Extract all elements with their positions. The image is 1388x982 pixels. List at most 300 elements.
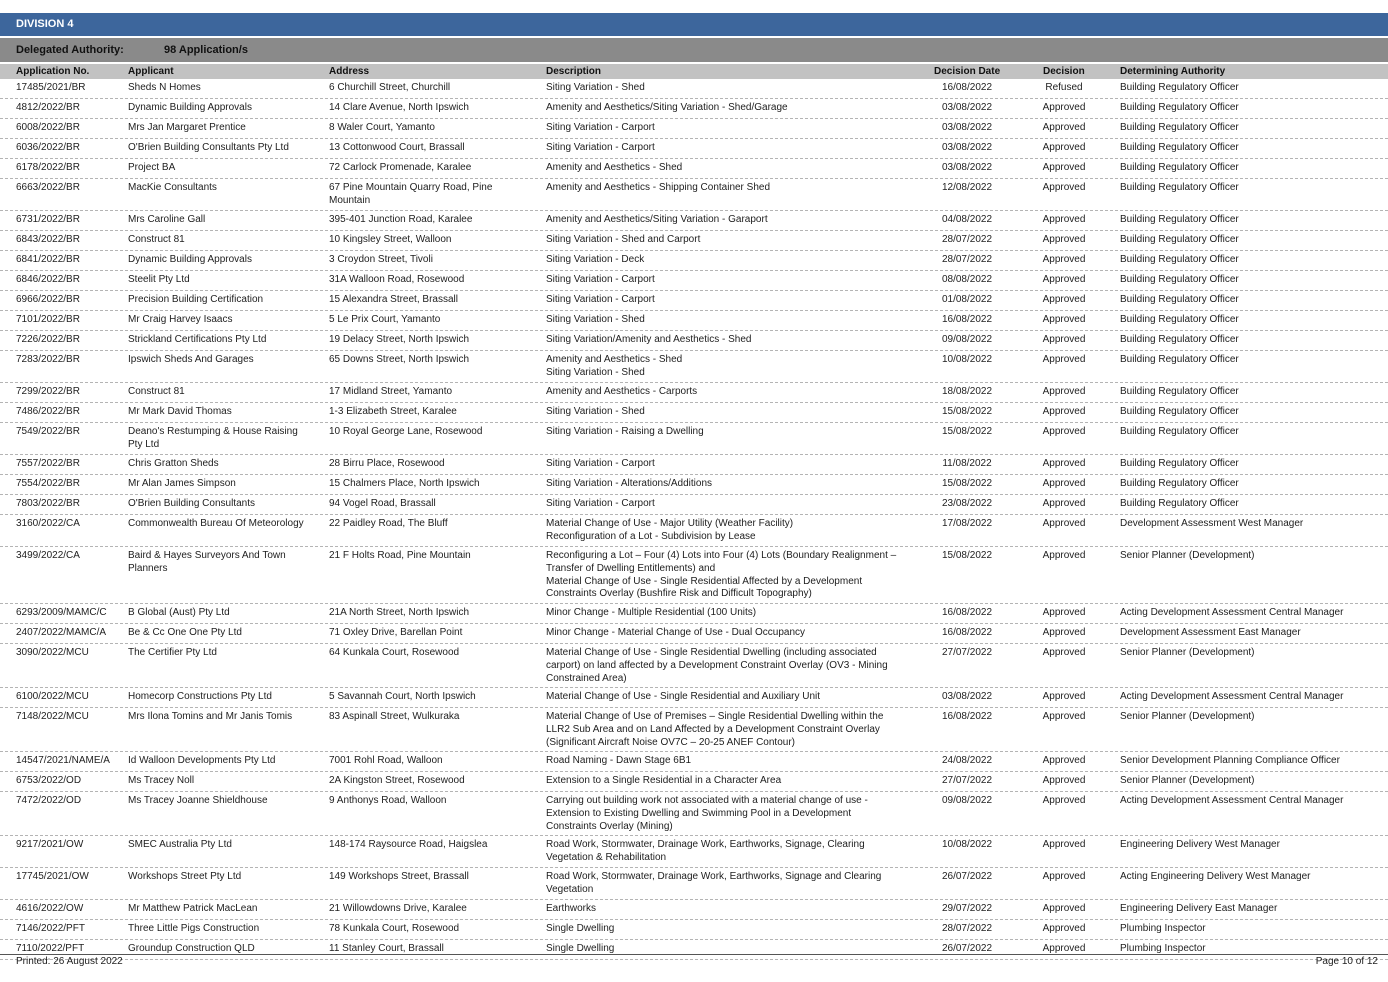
cell-determining-authority: Acting Development Assessment Central Manager — [1120, 607, 1344, 618]
cell-description — [546, 647, 926, 685]
cell-applicant — [128, 795, 326, 808]
cell-decision: Approved — [1042, 903, 1086, 914]
table-row — [0, 604, 1388, 624]
cell-address — [329, 518, 541, 531]
cell-application-no: 7557/2022/BR — [16, 458, 80, 469]
cell-application-no: 7226/2022/BR — [16, 334, 80, 345]
cell-description — [546, 607, 926, 620]
cell-applicant — [128, 314, 326, 327]
cell-decision-date: 26/07/2022 — [941, 871, 993, 882]
cell-applicant-line: MacKie Consultants — [128, 182, 217, 193]
cell-address-line: 15 Alexandra Street, Brassall — [329, 294, 458, 305]
table-row — [0, 708, 1388, 752]
table-row — [0, 311, 1388, 331]
table-row — [0, 271, 1388, 291]
cell-description-line: Siting Variation - Deck — [546, 254, 645, 265]
cell-applicant — [128, 122, 326, 135]
cell-address-line: 6 Churchill Street, Churchill — [329, 82, 451, 93]
cell-address-line: 15 Chalmers Place, North Ipswich — [329, 478, 480, 489]
cell-applicant-line: Ms Tracey Joanne Shieldhouse — [128, 795, 268, 806]
cell-description-line: Carrying out building work not associated with a material change of use - — [546, 795, 868, 806]
cell-description-line: Extension to a Single Residential in a Character Area — [546, 775, 782, 786]
cell-applicant — [128, 162, 326, 175]
cell-address-line: 17 Midland Street, Yamanto — [329, 386, 453, 397]
cell-address — [329, 182, 541, 208]
cell-application-no: 3090/2022/MCU — [16, 647, 89, 658]
cell-determining-authority: Building Regulatory Officer — [1120, 214, 1239, 225]
cell-application-no: 14547/2021/NAME/A — [16, 755, 110, 766]
cell-description — [546, 775, 926, 788]
cell-decision: Refused — [1045, 82, 1083, 93]
cell-decision: Approved — [1042, 775, 1086, 786]
cell-determining-authority: Acting Development Assessment Central Manager — [1120, 795, 1344, 806]
cell-application-no: 6753/2022/OD — [16, 775, 82, 786]
cell-description — [546, 923, 926, 936]
cell-applicant — [128, 550, 326, 576]
cell-address — [329, 871, 541, 884]
column-header-address: Address — [329, 66, 370, 77]
cell-decision-date: 09/08/2022 — [941, 334, 993, 345]
cell-description-line: Siting Variation - Alterations/Additions — [546, 478, 713, 489]
cell-decision-date: 29/07/2022 — [941, 903, 993, 914]
cell-applicant-line: Project BA — [128, 162, 176, 173]
cell-address-line: 64 Kunkala Court, Rosewood — [329, 647, 460, 658]
cell-decision: Approved — [1042, 871, 1086, 882]
cell-applicant-line: Commonwealth Bureau Of Meteorology — [128, 518, 304, 529]
cell-applicant — [128, 426, 326, 452]
cell-application-no: 7110/2022/PFT — [16, 943, 85, 954]
cell-description-line: Siting Variation - Raising a Dwelling — [546, 426, 704, 437]
cell-applicant-line: B Global (Aust) Pty Ltd — [128, 607, 230, 618]
cell-applicant — [128, 627, 326, 640]
cell-address — [329, 406, 541, 419]
cell-address — [329, 274, 541, 287]
cell-application-no: 7486/2022/BR — [16, 406, 80, 417]
cell-determining-authority: Development Assessment East Manager — [1120, 627, 1301, 638]
cell-decision: Approved — [1042, 162, 1086, 173]
cell-applicant-line: Steelit Pty Ltd — [128, 274, 190, 285]
cell-applicant-line: O'Brien Building Consultants — [128, 498, 255, 509]
cell-address-line: 67 Pine Mountain Quarry Road, Pine — [329, 182, 493, 193]
cell-application-no: 4812/2022/BR — [16, 102, 80, 113]
cell-decision: Approved — [1042, 142, 1086, 153]
cell-description — [546, 102, 926, 115]
table-row — [0, 179, 1388, 211]
cell-description — [546, 755, 926, 768]
cell-applicant — [128, 775, 326, 788]
cell-applicant-line: Id Walloon Developments Pty Ltd — [128, 755, 276, 766]
cell-description-line: Siting Variation - Shed — [546, 82, 645, 93]
cell-address-line: 21 F Holts Road, Pine Mountain — [329, 550, 471, 561]
cell-determining-authority: Development Assessment West Manager — [1120, 518, 1304, 529]
cell-address-line: 11 Stanley Court, Brassall — [329, 943, 444, 954]
table-row — [0, 475, 1388, 495]
cell-decision-date: 16/08/2022 — [941, 711, 993, 722]
cell-decision: Approved — [1042, 274, 1086, 285]
cell-applicant-line: Mr Mark David Thomas — [128, 406, 232, 417]
cell-applicant-line: Workshops Street Pty Ltd — [128, 871, 242, 882]
cell-description-line: Reconfiguring a Lot – Four (4) Lots into Four (4) Lots (Boundary Realignment – — [546, 550, 897, 561]
cell-description-line: Earthworks — [546, 903, 597, 914]
cell-determining-authority: Senior Development Planning Compliance Officer — [1120, 755, 1340, 766]
cell-application-no: 6100/2022/MCU — [16, 691, 89, 702]
cell-description-line: Constraints Overlay (Mining) — [546, 820, 673, 832]
cell-decision-date: 08/08/2022 — [941, 274, 993, 285]
cell-decision: Approved — [1042, 254, 1086, 265]
table-row — [0, 920, 1388, 940]
cell-description — [546, 518, 926, 544]
cell-decision-date: 11/08/2022 — [942, 458, 992, 469]
cell-decision: Approved — [1042, 627, 1086, 638]
cell-address — [329, 755, 541, 768]
cell-address-line: 71 Oxley Drive, Barellan Point — [329, 627, 463, 638]
cell-address — [329, 426, 541, 439]
cell-description-line: Siting Variation - Shed — [546, 406, 645, 417]
cell-description — [546, 274, 926, 287]
cell-decision-date: 24/08/2022 — [941, 755, 993, 766]
cell-decision-date: 16/08/2022 — [941, 314, 993, 325]
cell-decision: Approved — [1042, 182, 1086, 193]
cell-description — [546, 142, 926, 155]
footer-divider — [0, 954, 1388, 955]
cell-address-line: 3 Croydon Street, Tivoli — [329, 254, 433, 265]
cell-applicant — [128, 334, 326, 347]
cell-description-line: Transfer of Dwelling Entitlements) and — [546, 562, 716, 574]
table-row — [0, 900, 1388, 920]
cell-determining-authority: Building Regulatory Officer — [1120, 354, 1239, 365]
cell-decision: Approved — [1042, 234, 1086, 245]
cell-decision-date: 15/08/2022 — [941, 550, 993, 561]
cell-applicant — [128, 406, 326, 419]
cell-description — [546, 795, 926, 833]
cell-application-no: 17485/2021/BR — [16, 82, 86, 93]
cell-application-no: 7803/2022/BR — [16, 498, 80, 509]
cell-decision-date: 09/08/2022 — [941, 795, 993, 806]
cell-application-no: 3160/2022/CA — [16, 518, 80, 529]
cell-determining-authority: Building Regulatory Officer — [1120, 334, 1239, 345]
cell-description — [546, 711, 926, 749]
cell-decision: Approved — [1042, 314, 1086, 325]
cell-decision: Approved — [1042, 647, 1086, 658]
cell-description — [546, 82, 926, 95]
cell-decision-date: 28/07/2022 — [941, 234, 993, 245]
table-row — [0, 211, 1388, 231]
cell-application-no: 7472/2022/OD — [16, 795, 82, 806]
cell-applicant-line: Dynamic Building Approvals — [128, 254, 252, 265]
cell-applicant — [128, 142, 326, 155]
cell-applicant-line: Deano's Restumping & House Raising — [128, 426, 298, 437]
cell-applicant-line: Strickland Certifications Pty Ltd — [128, 334, 267, 345]
cell-determining-authority: Senior Planner (Development) — [1120, 550, 1255, 561]
cell-application-no: 9217/2021/OW — [16, 839, 84, 850]
cell-application-no: 7549/2022/BR — [16, 426, 80, 437]
delegated-authority-bar — [0, 38, 1388, 62]
cell-decision-date: 03/08/2022 — [941, 122, 993, 133]
cell-application-no: 6293/2009/MAMC/C — [16, 607, 107, 618]
cell-determining-authority: Building Regulatory Officer — [1120, 182, 1239, 193]
cell-applicant-line: Dynamic Building Approvals — [128, 102, 252, 113]
cell-determining-authority: Building Regulatory Officer — [1120, 274, 1239, 285]
cell-applicant — [128, 82, 326, 95]
cell-address — [329, 254, 541, 267]
cell-address-line: 7001 Rohl Road, Walloon — [329, 755, 443, 766]
cell-application-no: 6663/2022/BR — [16, 182, 80, 193]
table-row — [0, 752, 1388, 772]
cell-determining-authority: Building Regulatory Officer — [1120, 314, 1239, 325]
cell-description-line: Material Change of Use - Major Utility (Weather Facility) — [546, 518, 794, 529]
cell-decision: Approved — [1042, 923, 1086, 934]
cell-description-line: Amenity and Aesthetics - Shipping Container Shed — [546, 182, 771, 193]
cell-determining-authority: Plumbing Inspector — [1120, 923, 1206, 934]
cell-decision-date: 28/07/2022 — [941, 923, 993, 934]
cell-description-line: Material Change of Use - Single Residential and Auxiliary Unit — [546, 691, 821, 702]
cell-description-line: carport) on land affected by a Development Constraint Overlay (OV3 - Mining — [546, 659, 888, 671]
cell-application-no: 6036/2022/BR — [16, 142, 80, 153]
column-header-decision: Decision — [1043, 66, 1085, 77]
cell-description-line: Material Change of Use - Single Residential Dwelling (including associated — [546, 647, 877, 658]
table-row — [0, 423, 1388, 455]
cell-description — [546, 498, 926, 511]
division-title: DIVISION 4 — [16, 18, 74, 30]
cell-applicant-line: Ipswich Sheds And Garages — [128, 354, 254, 365]
cell-application-no: 6178/2022/BR — [16, 162, 80, 173]
cell-address — [329, 478, 541, 491]
cell-decision-date: 01/08/2022 — [941, 294, 993, 305]
cell-address-line: 14 Clare Avenue, North Ipswich — [329, 102, 469, 113]
cell-description — [546, 234, 926, 247]
cell-description-line: Constrained Area) — [546, 672, 627, 684]
cell-decision-date: 10/08/2022 — [941, 354, 993, 365]
cell-decision-date: 03/08/2022 — [941, 162, 993, 173]
cell-address-line: 21 Willowdowns Drive, Karalee — [329, 903, 467, 914]
division-header — [0, 13, 1388, 36]
cell-address-line: 65 Downs Street, North Ipswich — [329, 354, 470, 365]
cell-applicant — [128, 182, 326, 195]
cell-applicant-line: Ms Tracey Noll — [128, 775, 195, 786]
cell-address-line: Mountain — [329, 194, 371, 206]
cell-address — [329, 647, 541, 660]
cell-determining-authority: Building Regulatory Officer — [1120, 142, 1239, 153]
cell-address-line: 94 Vogel Road, Brassall — [329, 498, 436, 509]
table-row — [0, 251, 1388, 271]
table-row — [0, 291, 1388, 311]
cell-description — [546, 162, 926, 175]
cell-determining-authority: Building Regulatory Officer — [1120, 426, 1239, 437]
cell-decision: Approved — [1042, 755, 1086, 766]
cell-description-line: Extension to Existing Dwelling and Swimming Pool in a Development — [546, 807, 852, 819]
cell-determining-authority: Engineering Delivery West Manager — [1120, 839, 1280, 850]
cell-applicant-line: Pty Ltd — [128, 438, 160, 450]
table-row — [0, 403, 1388, 423]
cell-description — [546, 871, 926, 897]
table-row — [0, 351, 1388, 383]
cell-address-line: 21A North Street, North Ipswich — [329, 607, 470, 618]
cell-applicant-line: Groundup Construction QLD — [128, 943, 255, 954]
cell-address — [329, 234, 541, 247]
cell-description — [546, 354, 926, 380]
cell-description-line: Amenity and Aesthetics - Carports — [546, 386, 698, 397]
cell-description-line: Material Change of Use of Premises – Single Residential Dwelling within the — [546, 711, 884, 722]
cell-description-line: Road Work, Stormwater, Drainage Work, Earthworks, Signage, Clearing — [546, 839, 865, 850]
cell-description-line: Minor Change - Multiple Residential (100 Units) — [546, 607, 757, 618]
table-row — [0, 139, 1388, 159]
cell-applicant-line: The Certifier Pty Ltd — [128, 647, 217, 658]
table-row — [0, 79, 1388, 99]
cell-address — [329, 550, 541, 563]
cell-determining-authority: Engineering Delivery East Manager — [1120, 903, 1278, 914]
cell-address — [329, 122, 541, 135]
cell-decision: Approved — [1042, 122, 1086, 133]
cell-description-line: Amenity and Aesthetics - Shed — [546, 162, 683, 173]
cell-application-no: 4616/2022/OW — [16, 903, 84, 914]
cell-address — [329, 314, 541, 327]
cell-address — [329, 711, 541, 724]
authority-label: Delegated Authority: — [16, 44, 124, 56]
cell-decision-date: 03/08/2022 — [941, 142, 993, 153]
cell-determining-authority: Building Regulatory Officer — [1120, 498, 1239, 509]
cell-decision: Approved — [1042, 426, 1086, 437]
cell-applicant — [128, 214, 326, 227]
cell-decision-date: 03/08/2022 — [941, 102, 993, 113]
cell-decision: Approved — [1042, 839, 1086, 850]
cell-application-no: 7299/2022/BR — [16, 386, 80, 397]
cell-applicant-line: O'Brien Building Consultants Pty Ltd — [128, 142, 289, 153]
cell-description-line: Road Work, Stormwater, Drainage Work, Earthworks, Signage and Clearing — [546, 871, 882, 882]
cell-applicant-line: Mr Alan James Simpson — [128, 478, 236, 489]
cell-address — [329, 334, 541, 347]
cell-address-line: 395-401 Junction Road, Karalee — [329, 214, 473, 225]
cell-address — [329, 691, 541, 704]
cell-address-line: 148-174 Raysource Road, Haigslea — [329, 839, 488, 850]
cell-address-line: 22 Paidley Road, The Bluff — [329, 518, 448, 529]
cell-description-line: Siting Variation - Shed and Carport — [546, 234, 701, 245]
cell-application-no: 6841/2022/BR — [16, 254, 80, 265]
cell-decision-date: 28/07/2022 — [941, 254, 993, 265]
cell-decision-date: 15/08/2022 — [941, 406, 993, 417]
cell-decision: Approved — [1042, 214, 1086, 225]
cell-description — [546, 691, 926, 704]
cell-address — [329, 82, 541, 95]
cell-address — [329, 775, 541, 788]
table-row — [0, 547, 1388, 604]
cell-applicant-line: Be & Cc One One Pty Ltd — [128, 627, 242, 638]
cell-determining-authority: Building Regulatory Officer — [1120, 406, 1239, 417]
cell-applicant-line: Homecorp Constructions Pty Ltd — [128, 691, 272, 702]
cell-determining-authority: Senior Planner (Development) — [1120, 647, 1255, 658]
cell-description-line: Minor Change - Material Change of Use - Dual Occupancy — [546, 627, 806, 638]
cell-description — [546, 334, 926, 347]
cell-description — [546, 182, 926, 195]
cell-applicant — [128, 498, 326, 511]
table-row — [0, 119, 1388, 139]
cell-address — [329, 386, 541, 399]
cell-description — [546, 406, 926, 419]
table-row — [0, 331, 1388, 351]
cell-description — [546, 903, 926, 916]
cell-address-line: 10 Royal George Lane, Rosewood — [329, 426, 483, 437]
cell-description-line: Siting Variation - Shed — [546, 366, 645, 378]
cell-decision: Approved — [1042, 943, 1086, 954]
cell-decision-date: 23/08/2022 — [941, 498, 993, 509]
table-row — [0, 644, 1388, 688]
cell-applicant — [128, 903, 326, 916]
table-row — [0, 99, 1388, 119]
cell-applicant-line: Chris Gratton Sheds — [128, 458, 219, 469]
cell-application-no: 17745/2021/OW — [16, 871, 89, 882]
cell-address-line: 9 Anthonys Road, Walloon — [329, 795, 447, 806]
cell-applicant — [128, 354, 326, 367]
cell-decision-date: 18/08/2022 — [941, 386, 993, 397]
cell-address — [329, 214, 541, 227]
cell-applicant — [128, 386, 326, 399]
cell-applicant-line: Precision Building Certification — [128, 294, 264, 305]
cell-applicant-line: Three Little Pigs Construction — [128, 923, 260, 934]
cell-decision: Approved — [1042, 691, 1086, 702]
table-row — [0, 515, 1388, 547]
cell-decision: Approved — [1042, 518, 1086, 529]
cell-applicant-line: Construct 81 — [128, 234, 185, 245]
table-row — [0, 159, 1388, 179]
cell-decision: Approved — [1042, 478, 1086, 489]
cell-address — [329, 142, 541, 155]
cell-applicant — [128, 711, 326, 724]
cell-applicant-line: Planners — [128, 562, 168, 574]
cell-determining-authority: Senior Planner (Development) — [1120, 775, 1255, 786]
table-row — [0, 495, 1388, 515]
column-header-determining-authority: Determining Authority — [1120, 66, 1226, 77]
table-row — [0, 383, 1388, 403]
cell-description-line: Siting Variation - Carport — [546, 274, 655, 285]
cell-applicant — [128, 923, 326, 936]
cell-description — [546, 314, 926, 327]
cell-decision-date: 04/08/2022 — [941, 214, 993, 225]
cell-description-line: Single Dwelling — [546, 943, 615, 954]
cell-determining-authority: Building Regulatory Officer — [1120, 478, 1239, 489]
cell-application-no: 7554/2022/BR — [16, 478, 80, 489]
application-count: 98 Application/s — [164, 44, 248, 56]
cell-application-no: 2407/2022/MAMC/A — [16, 627, 107, 638]
column-header-application-no: Application No. — [16, 66, 90, 77]
table-row — [0, 688, 1388, 708]
cell-address-line: 1-3 Elizabeth Street, Karalee — [329, 406, 457, 417]
cell-application-no: 6846/2022/BR — [16, 274, 80, 285]
cell-application-no: 7101/2022/BR — [16, 314, 80, 325]
cell-applicant — [128, 518, 326, 531]
cell-determining-authority: Plumbing Inspector — [1120, 943, 1206, 954]
cell-decision: Approved — [1042, 795, 1086, 806]
applications-table — [0, 79, 1388, 960]
cell-description-line: Siting Variation - Carport — [546, 122, 655, 133]
table-header — [0, 64, 1388, 79]
cell-description-line: Constraints Overlay (Bushfire Risk and Difficult Topography) — [546, 588, 812, 600]
cell-address — [329, 498, 541, 511]
column-header-decision-date: Decision Date — [934, 66, 1001, 77]
cell-description-line: Single Dwelling — [546, 923, 615, 934]
cell-description — [546, 254, 926, 267]
cell-description — [546, 478, 926, 491]
cell-decision: Approved — [1042, 102, 1086, 113]
cell-address — [329, 839, 541, 852]
cell-applicant-line: Sheds N Homes — [128, 82, 201, 93]
cell-address — [329, 903, 541, 916]
cell-address-line: 28 Birru Place, Rosewood — [329, 458, 445, 469]
cell-description-line: Road Naming - Dawn Stage 6B1 — [546, 755, 692, 766]
cell-determining-authority: Building Regulatory Officer — [1120, 458, 1239, 469]
cell-address — [329, 627, 541, 640]
cell-address-line: 5 Le Prix Court, Yamanto — [329, 314, 441, 325]
cell-description-line: Material Change of Use - Single Residential Affected by a Development — [546, 575, 863, 587]
cell-address — [329, 294, 541, 307]
